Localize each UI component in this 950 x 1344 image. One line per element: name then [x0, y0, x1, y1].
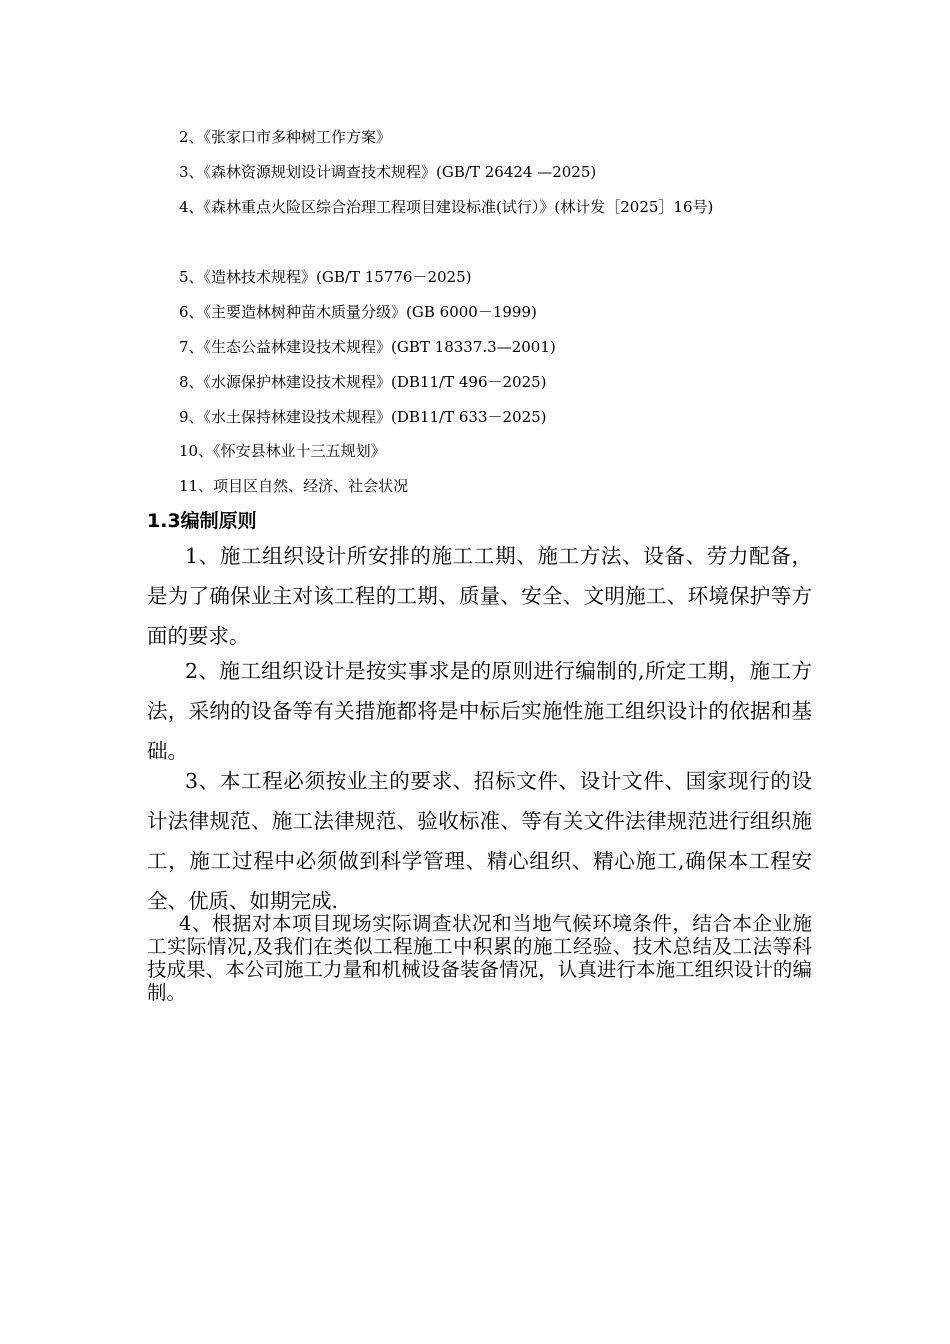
section-heading: 1.3编制原则 — [147, 510, 257, 532]
reference-item: 10、《怀安县林业十三五规划》 — [179, 442, 386, 460]
reference-item: 3、《森林资源规划设计调查技术规程》(GB/T 26424 —2025) — [179, 163, 597, 181]
reference-item: 8、《水源保护林建设技术规程》(DB11/T 496－2025) — [179, 373, 547, 391]
reference-item: 6、《主要造林树种苗木质量分级》(GB 6000－1999) — [179, 303, 537, 321]
reference-item: 4、《森林重点火险区综合治理工程项目建设标准(试行）》(林计发［2025］16号) — [179, 198, 714, 216]
reference-item: 5、《造林技术规程》(GB/T 15776－2025) — [179, 268, 472, 286]
reference-item: 2、《张家口市多种树工作方案》 — [179, 128, 392, 146]
paragraph: 2、施工组织设计是按实事求是的原则进行编制的,所定工期，施工方法，采纳的设备等有关措施都将是中标后实施性施工组织设计的依据和基础。 — [147, 659, 812, 763]
reference-item: 9、《水土保持林建设技术规程》(DB11/T 633－2025) — [179, 408, 547, 426]
paragraph: 3、本工程必须按业主的要求、招标文件、设计文件、国家现行的设计法律规范、施工法律规范、验收标准、等有关文件法律规范进行组织施工，施工过程中必须做到科学管理、精心组织、精心施工,确保本工程安全、优质、如期完成. — [147, 769, 812, 913]
reference-item: 11、项目区自然、经济、社会状况 — [179, 477, 409, 495]
reference-item: 7、《生态公益林建设技术规程》(GBT 18337.3—2001) — [179, 338, 556, 356]
paragraph: 1、施工组织设计所安排的施工工期、施工方法、设备、劳力配备，是为了确保业主对该工程的工期、质量、安全、文明施工、环境保护等方面的要求。 — [147, 544, 812, 648]
paragraph: 4、根据对本项目现场实际调查状况和当地气候环境条件，结合本企业施工实际情况,及我们在类似工程施工中积累的施工经验、技术总结及工法等科技成果、本公司施工力量和机械设备装备情况，认真进行本施工组织设计的编制。 — [147, 912, 812, 1004]
